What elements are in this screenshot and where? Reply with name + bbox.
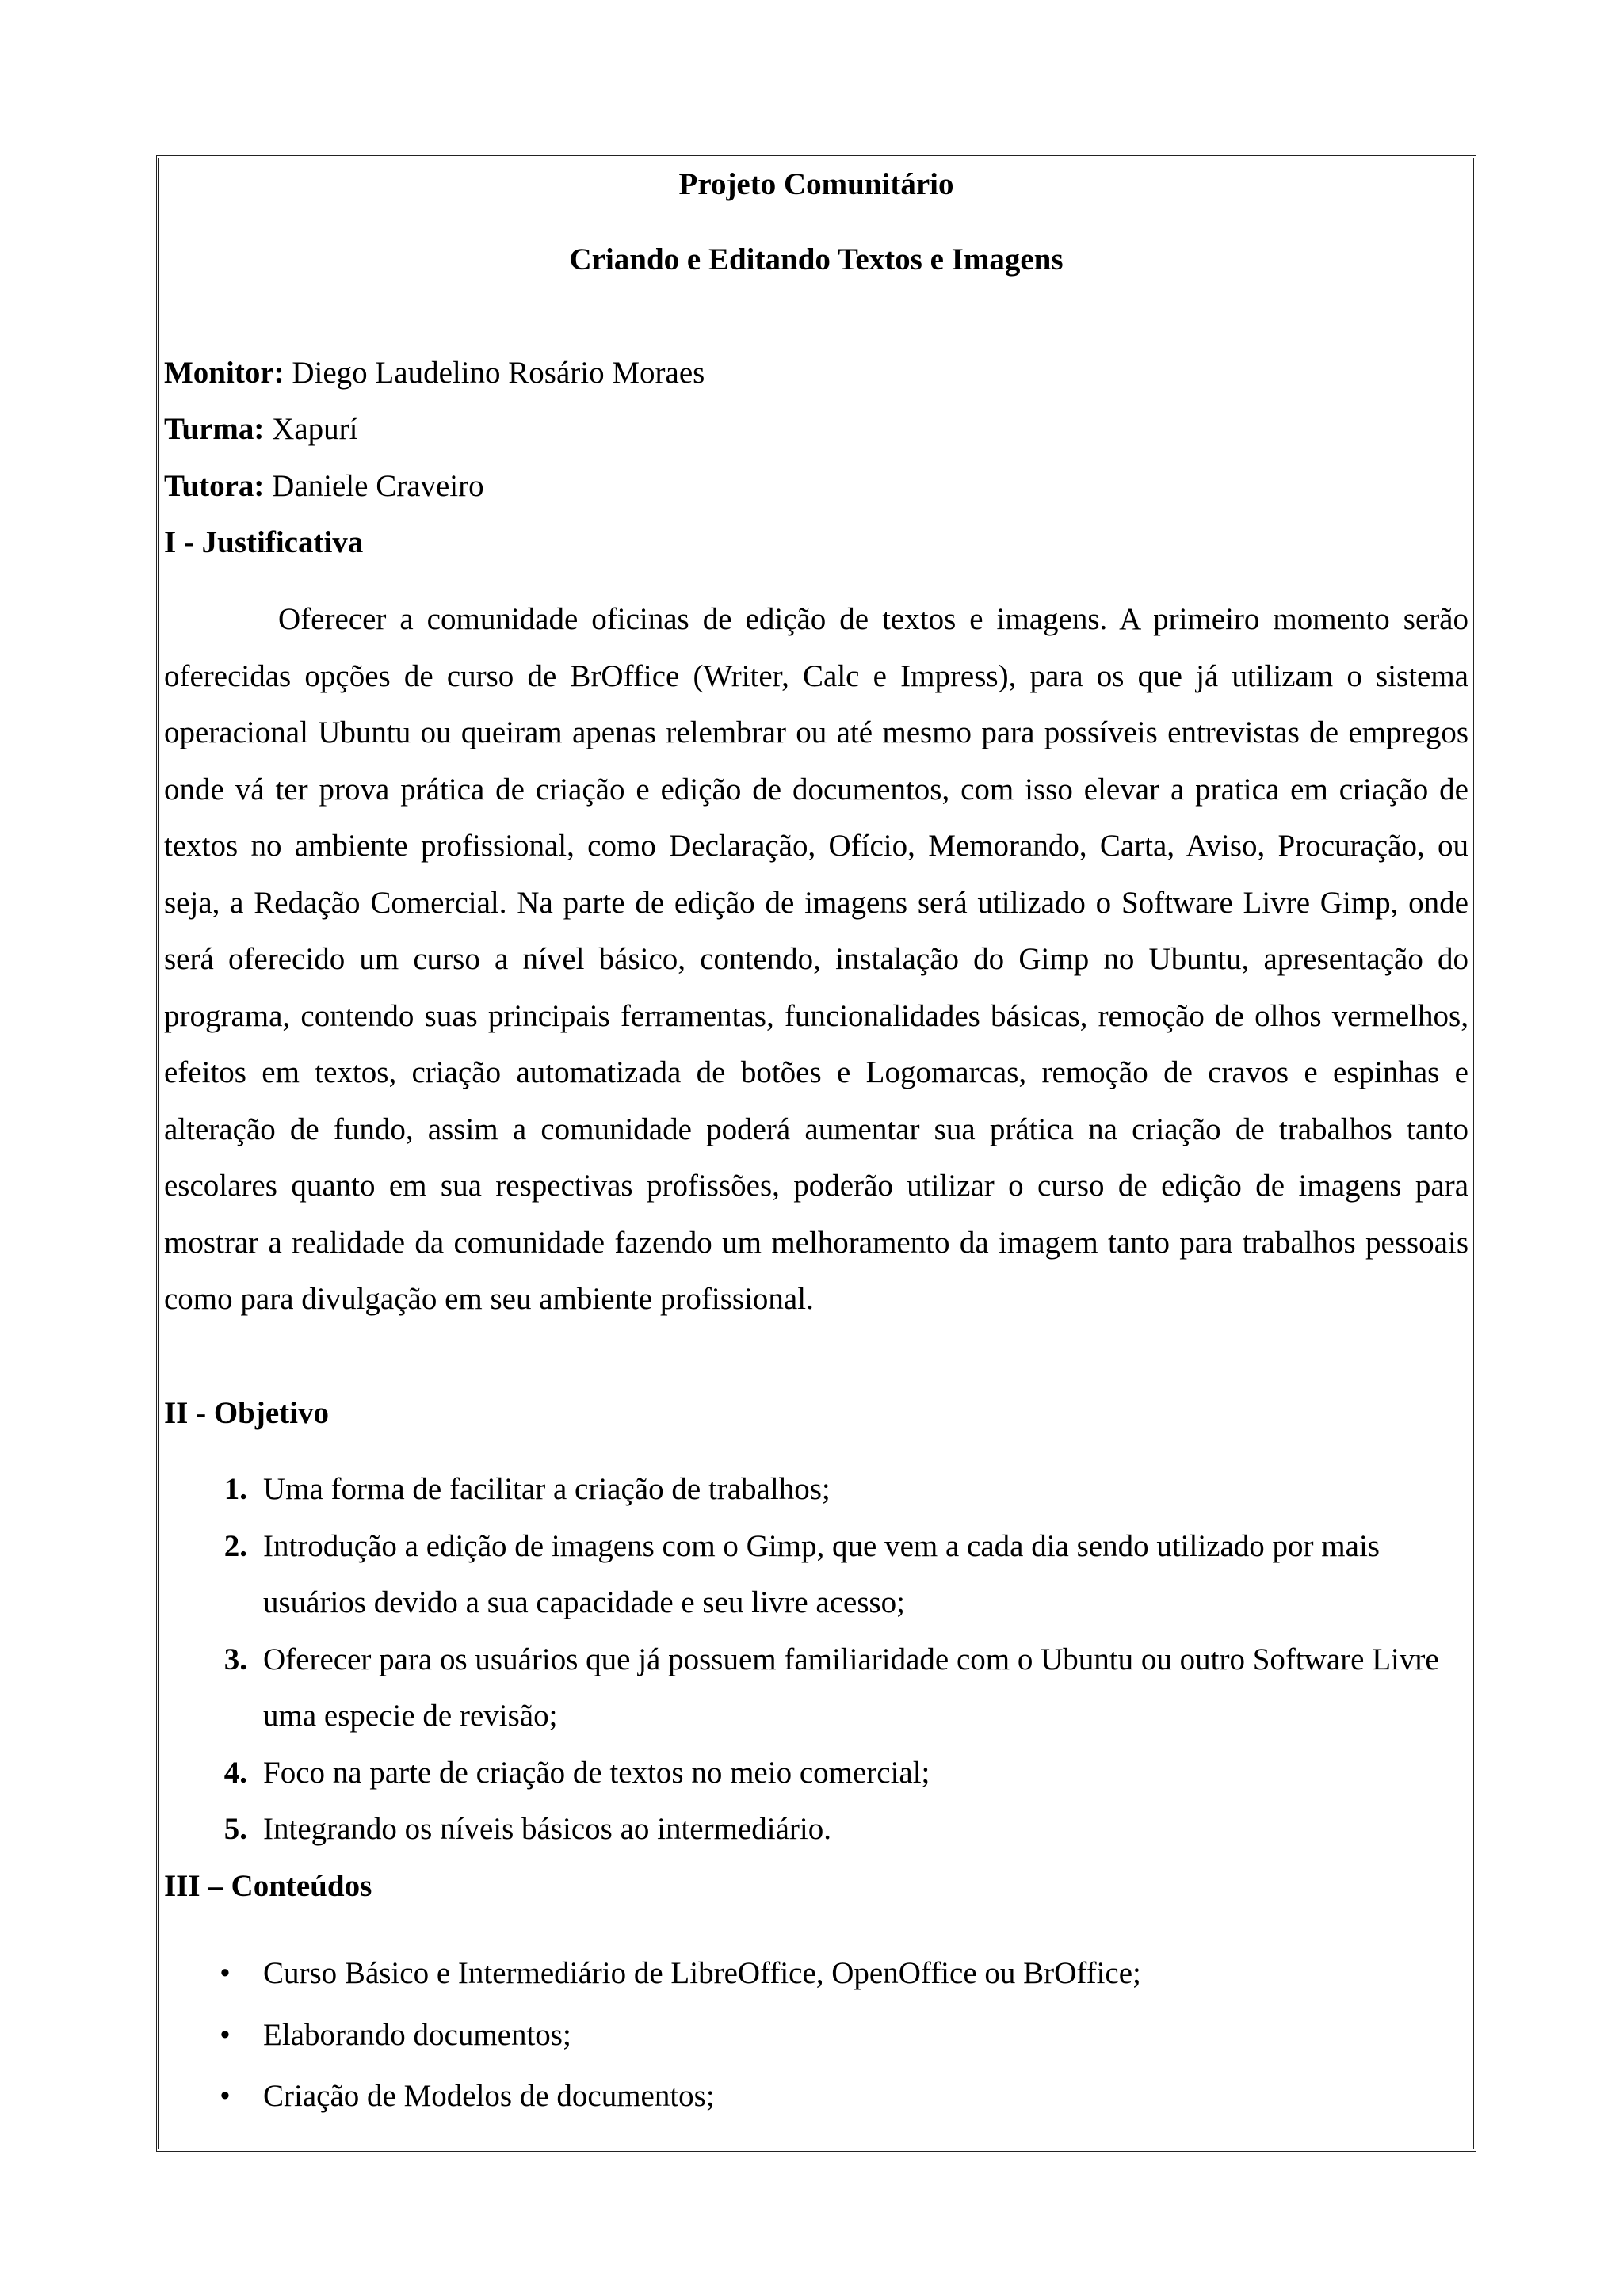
list-item-text: Oferecer para os usuários que já possuem familiaridade com o Ubuntu ou outro Software Livre uma especie de revisão; [263, 1642, 1439, 1733]
conteudos-list [164, 1945, 1468, 2125]
list-item [164, 1518, 1468, 1631]
list-number: 3. [223, 1642, 247, 1676]
objetivo-heading: II - Objetivo [164, 1396, 329, 1430]
document-subtitle: Criando e Editando Textos e Imagens [569, 242, 1064, 277]
tutora-label: Tutora: [164, 469, 265, 503]
list-item [164, 2007, 1468, 2064]
bullet-icon: • [220, 2017, 231, 2052]
list-item-text: Integrando os níveis básicos ao intermediário. [263, 1812, 831, 1846]
list-item [164, 1745, 1468, 1802]
monitor-value: Diego Laudelino Rosário Moraes [284, 356, 705, 390]
list-item-text: Curso Básico e Intermediário de LibreOffice, OpenOffice ou BrOffice; [263, 1956, 1141, 1990]
list-number: 2. [223, 1528, 247, 1563]
list-item-text: Criação de Modelos de documentos; [263, 2079, 715, 2113]
conteudos-heading: III – Conteúdos [164, 1869, 372, 1903]
turma-value: Xapurí [264, 412, 358, 446]
monitor-label: Monitor: [164, 356, 285, 390]
list-item-text: Introdução a edição de imagens com o Gimp, que vem a cada dia sendo utilizado por mais usuários devido a sua capacidade e seu livre acesso; [263, 1528, 1380, 1619]
list-item [164, 1801, 1468, 1858]
list-item [164, 1945, 1468, 2002]
list-item-text: Elaborando documentos; [263, 2017, 571, 2052]
turma-line [164, 410, 357, 448]
list-item [164, 1631, 1468, 1745]
list-number: 5. [223, 1812, 247, 1846]
bullet-icon: • [220, 1956, 231, 1990]
list-number: 4. [223, 1755, 247, 1790]
monitor-line [164, 354, 705, 392]
objetivo-list [164, 1461, 1468, 1858]
tutora-value: Daniele Craveiro [264, 469, 484, 503]
list-item [164, 2068, 1468, 2125]
justificativa-paragraph: Oferecer a comunidade oficinas de edição de textos e imagens. A primeiro momento serão oferecidas opções de curso de BrOffice (Writer, Calc e Impress), para os que já utilizam o sistema operacional Ubuntu ou queiram apenas relembrar ou até mesmo para possíveis entrevistas de empregos onde vá ter prova prática de criação e edição de documentos, com isso elevar a pratica em criação de textos no ambiente profissional, como Declaração, Ofício, Memorando, Carta, Aviso, Procuração, ou seja, a Redação Comercial. Na parte de edição de imagens será utilizado o Software Livre Gimp, onde será oferecido um curso a nível básico, contendo, instalação do Gimp no Ubuntu, apresentação do programa, contendo suas principais ferramentas, funcionalidades básicas, remoção de olhos vermelhos, efeitos em textos, criação automatizada de botões e Logomarcas, remoção de cravos e espinhas e alteração de fundo, assim a comunidade poderá aumentar sua prática na criação de trabalhos tanto escolares quanto em sua respectivas profissões, poderão utilizar o curso de edição de imagens para mostrar a realidade da comunidade fazendo um melhoramento da imagem tanto para trabalhos pessoais como para divulgação em seu ambiente profissional. [164, 602, 1468, 1316]
justificativa-heading: I - Justificativa [164, 525, 364, 559]
bullet-icon: • [220, 2079, 231, 2113]
document-title: Projeto Comunitário [678, 167, 954, 201]
list-item-text: Foco na parte de criação de textos no meio comercial; [263, 1755, 930, 1790]
list-item [164, 1461, 1468, 1518]
list-number: 1. [223, 1472, 247, 1506]
turma-label: Turma: [164, 412, 265, 446]
list-item-text: Uma forma de facilitar a criação de trabalhos; [263, 1472, 831, 1506]
tutora-line [164, 467, 484, 505]
